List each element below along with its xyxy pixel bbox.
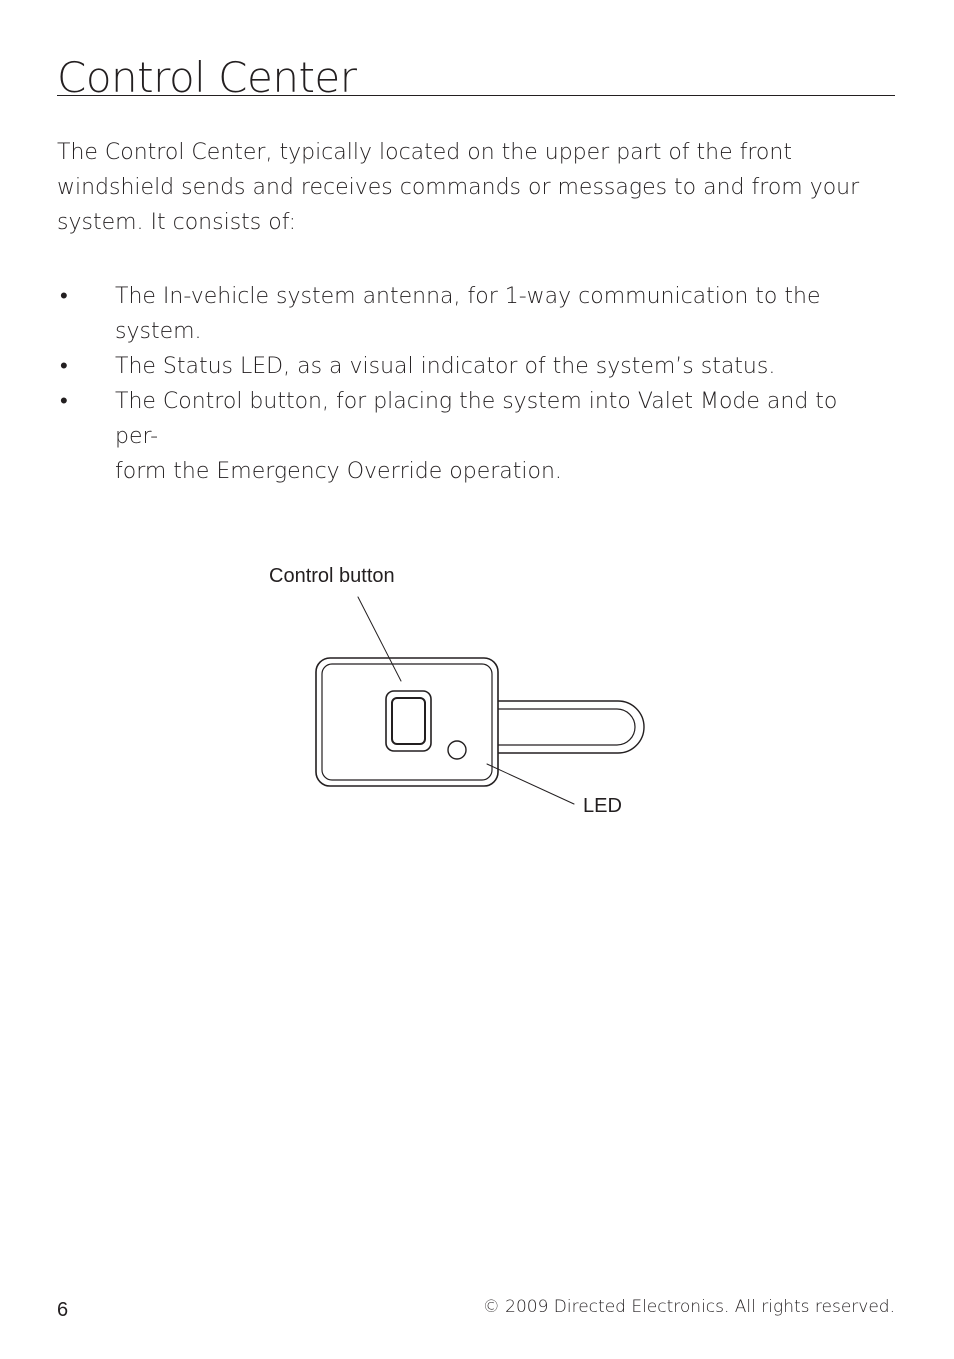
list-item-text-line-1: The Control button, for placing the system into Valet Mode and to per- <box>115 389 838 449</box>
component-list <box>57 279 902 489</box>
led-label: LED <box>583 795 622 817</box>
copyright-notice: © 2009 Directed Electronics. All rights reserved. <box>482 1297 895 1317</box>
page-title: Control Center <box>57 52 895 96</box>
list-item-control-button <box>57 384 902 489</box>
antenna-loop-inner <box>496 709 635 745</box>
control-button-graphic <box>386 691 431 751</box>
bullet-marker: • <box>60 284 68 309</box>
led-leader-line <box>487 764 574 804</box>
control-center-face <box>322 664 492 780</box>
control-button-label: Control button <box>269 565 395 587</box>
control-button-leader-line <box>358 597 401 681</box>
list-item-antenna <box>57 279 902 349</box>
list-item-status-led <box>57 349 902 384</box>
list-item-text-line-2: form the Emergency Override operation. <box>115 459 562 484</box>
list-item-text: The In-vehicle system antenna, for 1-way communication to the system. <box>115 284 821 344</box>
led-indicator <box>448 741 466 759</box>
antenna-loop <box>496 701 644 753</box>
control-button-inner <box>392 698 425 744</box>
bullet-marker: • <box>60 389 68 414</box>
intro-paragraph: The Control Center, typically located on the upper part of the front windshield sends and receives commands or messages to and from your system. It consists of: <box>57 140 860 235</box>
page-number: 6 <box>57 1299 69 1321</box>
bullet-marker: • <box>60 354 68 379</box>
control-center-housing <box>316 658 498 786</box>
list-item-text: The Status LED, as a visual indicator of the system’s status. <box>115 354 776 379</box>
